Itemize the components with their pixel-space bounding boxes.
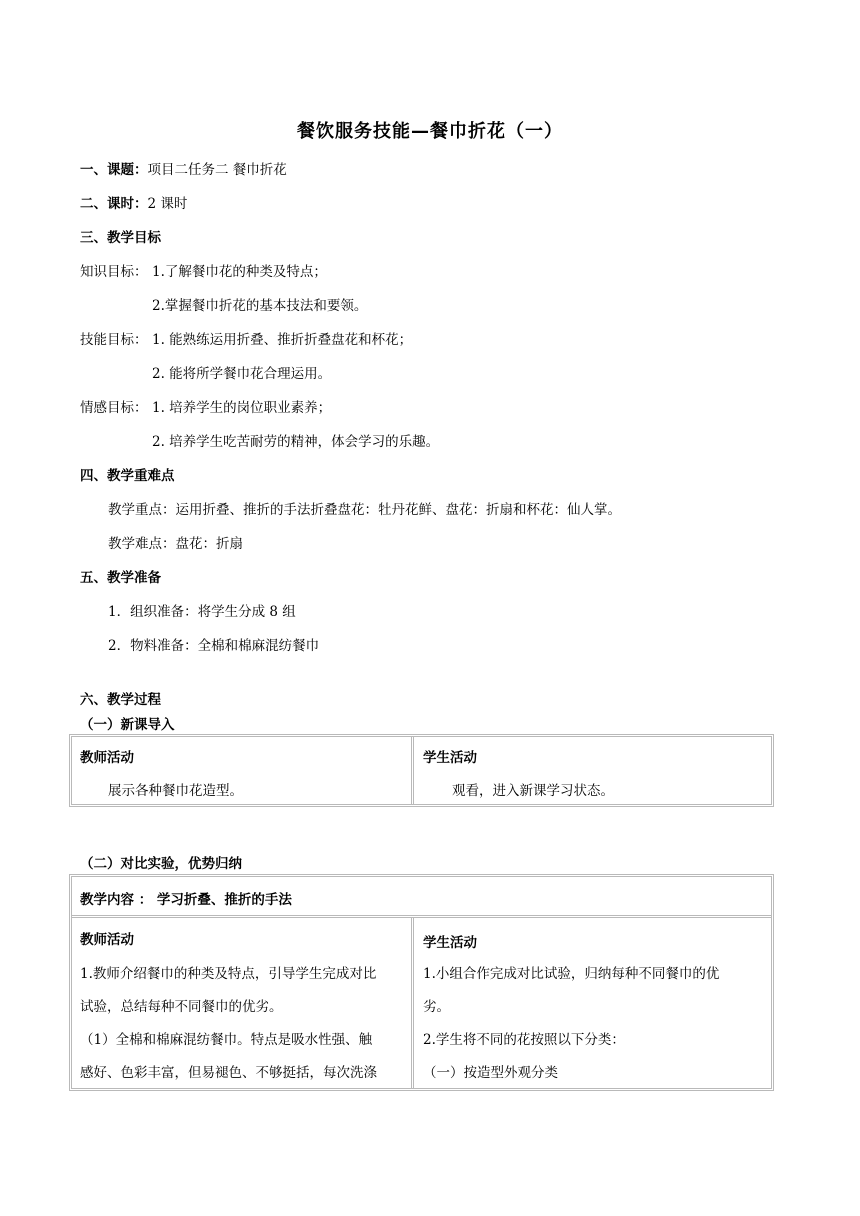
teacher-line: 1.教师介绍餐巾的种类及特点，引导学生完成对比 (80, 966, 377, 982)
intro-student-header: 学生活动 (423, 750, 477, 766)
emotion-label: 情感目标： (80, 400, 148, 416)
student-line: 劣。 (423, 999, 450, 1015)
knowledge-label: 知识目标： (80, 264, 148, 280)
teacher-line: 感好、色彩丰富，但易褪色、不够挺括，每次洗涤 (80, 1065, 377, 1081)
intro-table-divider (411, 736, 414, 805)
document-title: 餐饮服务技能—餐巾折花（一） (297, 121, 563, 142)
intro-teacher-header: 教师活动 (80, 750, 134, 766)
prep-heading: 五、教学准备 (80, 570, 161, 586)
sub2-heading: （二）对比实验，优势归纳 (80, 856, 242, 872)
topic-line (80, 158, 287, 178)
hours-line (80, 192, 187, 212)
goals-heading: 三、教学目标 (80, 230, 161, 246)
skill-goal-1: 1. 能熟练运用折叠、推折折叠盘花和杯花； (152, 332, 413, 348)
key-point: 教学重点：运用折叠、推折的手法折叠盘花：牡丹花鲜、盘花：折扇和杯花：仙人掌。 (108, 502, 621, 518)
topic-value: 项目二任务二 餐巾折花 (147, 162, 287, 178)
prep-item-1: 1．组织准备：将学生分成 8 组 (108, 604, 296, 620)
comparison-table-row-divider (71, 915, 772, 918)
comparison-teacher-header: 教师活动 (80, 932, 134, 948)
process-heading: 六、教学过程 (80, 692, 161, 708)
student-line: （一）按造型外观分类 (423, 1065, 558, 1081)
content-label: 教学内容 ： 学习折叠、推折的手法 (80, 892, 292, 908)
skill-label: 技能目标： (80, 332, 148, 348)
sub1-heading: （一）新课导入 (80, 717, 175, 733)
teacher-line: （1）全棉和棉麻混纺餐巾。特点是吸水性强、触 (80, 1032, 373, 1048)
difficult-point: 教学难点：盘花：折扇 (108, 536, 243, 552)
teacher-line: 试验，总结每种不同餐巾的优劣。 (80, 999, 283, 1015)
emotion-goal-1: 1. 培养学生的岗位职业素养； (152, 400, 332, 416)
knowledge-goal-2: 2.掌握餐巾折花的基本技法和要领。 (152, 298, 368, 314)
student-line: 2.学生将不同的花按照以下分类： (423, 1032, 625, 1048)
student-line: 1.小组合作完成对比试验，归纳每种不同餐巾的优 (423, 966, 720, 982)
hours-label: 二、课时： (80, 196, 148, 212)
comparison-table-col-divider (411, 917, 414, 1089)
skill-goal-2: 2. 能将所学餐巾花合理运用。 (152, 366, 332, 382)
topic-label: 一、课题： (80, 162, 148, 178)
prep-item-2: 2．物料准备：全棉和棉麻混纺餐巾 (108, 638, 320, 654)
emotion-goal-2: 2. 培养学生吃苦耐劳的精神，体会学习的乐趣。 (152, 434, 440, 450)
intro-student-text: 观看，进入新课学习状态。 (452, 783, 614, 799)
hours-value: 2 课时 (147, 196, 188, 212)
key-heading: 四、教学重难点 (80, 468, 175, 484)
comparison-student-header: 学生活动 (423, 935, 477, 951)
knowledge-goal-1: 1.了解餐巾花的种类及特点； (152, 264, 327, 280)
intro-teacher-text: 展示各种餐巾花造型。 (108, 783, 243, 799)
